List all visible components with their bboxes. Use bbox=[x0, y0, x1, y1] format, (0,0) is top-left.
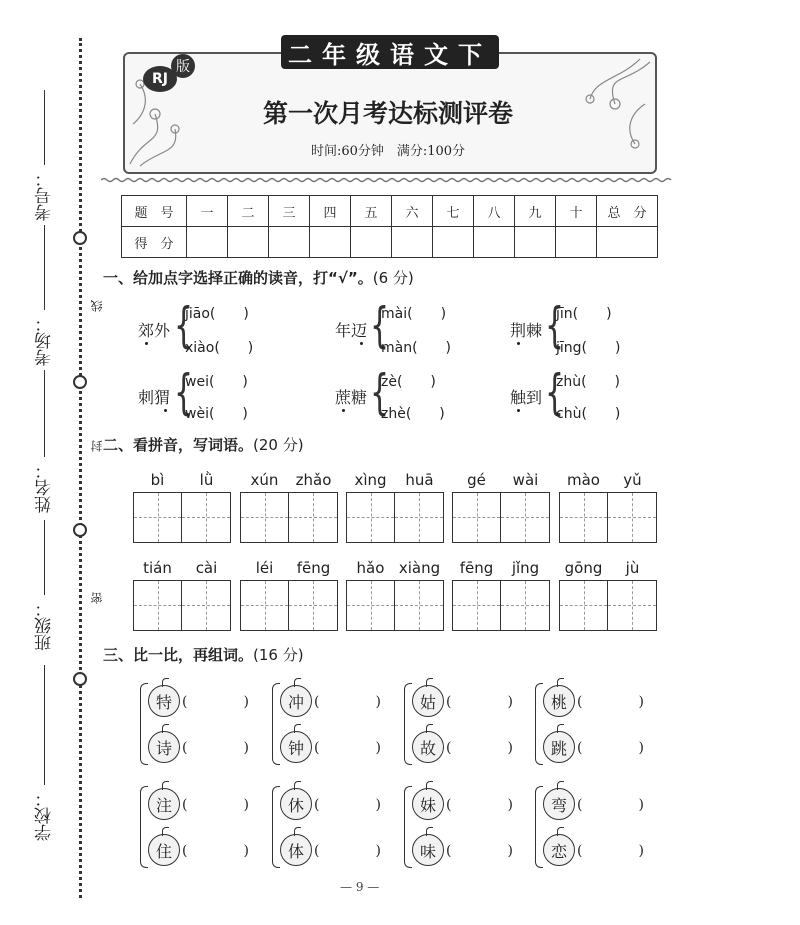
answer-blank[interactable]: ( ) bbox=[446, 740, 513, 756]
pair-bracket bbox=[272, 683, 280, 765]
answer-blank[interactable]: ( ) bbox=[446, 843, 513, 859]
binding-hole bbox=[73, 231, 87, 245]
column-header: 十 bbox=[556, 196, 597, 227]
pinyin-option[interactable]: wei( ) bbox=[185, 374, 248, 390]
edition-suffix: 版 bbox=[171, 54, 195, 78]
answer-blank[interactable]: ( ) bbox=[182, 797, 249, 813]
score-cell[interactable] bbox=[310, 227, 351, 258]
score-row bbox=[122, 227, 658, 258]
pinyin: gé bbox=[467, 471, 486, 489]
pinyin-option[interactable]: jīn( ) bbox=[556, 306, 612, 322]
pinyin-option[interactable]: màn( ) bbox=[381, 340, 452, 356]
pinyin: fēng bbox=[459, 559, 494, 577]
pinyin-option[interactable]: wèi( ) bbox=[185, 406, 248, 422]
pair-bracket bbox=[140, 786, 148, 868]
column-header: 六 bbox=[392, 196, 433, 227]
score-cell[interactable] bbox=[474, 227, 515, 258]
writing-grid[interactable] bbox=[346, 492, 444, 543]
pinyin: fēng bbox=[296, 559, 331, 577]
apple-char: 味 bbox=[412, 834, 444, 866]
pinyin: huā bbox=[405, 471, 434, 489]
score-cell[interactable] bbox=[515, 227, 556, 258]
section-1-heading bbox=[103, 267, 414, 288]
answer-blank[interactable]: ( ) bbox=[577, 694, 644, 710]
pinyin: xìng bbox=[354, 471, 387, 489]
exam-number-label: 考号： bbox=[35, 170, 55, 221]
writing-grid[interactable] bbox=[133, 580, 231, 631]
column-header-total: 总 分 bbox=[597, 196, 658, 227]
class-blank bbox=[44, 520, 45, 595]
apple-char: 特 bbox=[148, 685, 180, 717]
pair-bracket bbox=[535, 786, 543, 868]
writing-grid[interactable] bbox=[346, 580, 444, 631]
apple-char: 妹 bbox=[412, 788, 444, 820]
emphasis-dot bbox=[342, 409, 345, 412]
row-label: 题 号 bbox=[122, 196, 187, 227]
exam-room-label: 考场： bbox=[35, 315, 55, 366]
score-cell[interactable] bbox=[269, 227, 310, 258]
pinyin-word: 刺猬 bbox=[138, 388, 171, 407]
column-header: 八 bbox=[474, 196, 515, 227]
score-cell[interactable] bbox=[351, 227, 392, 258]
answer-blank[interactable]: ( ) bbox=[182, 843, 249, 859]
apple-char: 体 bbox=[280, 834, 312, 866]
total-score-cell[interactable] bbox=[597, 227, 658, 258]
column-header: 二 bbox=[228, 196, 269, 227]
binding-dotted-line bbox=[79, 38, 82, 898]
section-1-title: 一、给加点字选择正确的读音，打“√”。 bbox=[103, 269, 373, 287]
column-header: 七 bbox=[433, 196, 474, 227]
pinyin: bì bbox=[150, 471, 165, 489]
brace: { bbox=[174, 365, 194, 422]
pinyin: jù bbox=[625, 559, 640, 577]
pinyin: yǔ bbox=[623, 471, 642, 489]
score-cell[interactable] bbox=[433, 227, 474, 258]
edition-badge: RJ bbox=[143, 66, 177, 92]
pinyin-option[interactable]: zhù( ) bbox=[556, 374, 621, 390]
apple-char: 钟 bbox=[280, 731, 312, 763]
answer-blank[interactable]: ( ) bbox=[314, 740, 381, 756]
column-header: 五 bbox=[351, 196, 392, 227]
grade-subject-tag: 二年级语文下 bbox=[281, 35, 499, 69]
exam-info: 时间:60分钟 满分:100分 bbox=[310, 144, 466, 159]
pair-bracket bbox=[404, 786, 412, 868]
brace: { bbox=[545, 298, 565, 355]
writing-grid[interactable] bbox=[133, 492, 231, 543]
class-label: 班级： bbox=[35, 600, 55, 651]
brace: { bbox=[545, 365, 565, 422]
emphasis-dot bbox=[517, 409, 520, 412]
apple-char: 诗 bbox=[148, 731, 180, 763]
column-header: 三 bbox=[269, 196, 310, 227]
brace: { bbox=[370, 298, 390, 355]
page-title: 第一次月考达标测评卷 bbox=[262, 99, 513, 128]
writing-grid[interactable] bbox=[240, 492, 338, 543]
apple-char: 住 bbox=[148, 834, 180, 866]
pinyin-word: 触到 bbox=[510, 388, 543, 407]
section-2-title: 二、看拼音，写词语。 bbox=[103, 436, 254, 454]
answer-blank[interactable]: ( ) bbox=[577, 740, 644, 756]
school-blank bbox=[44, 665, 45, 785]
apple-char: 冲 bbox=[280, 685, 312, 717]
writing-grid[interactable] bbox=[452, 492, 550, 543]
pinyin: lǜ bbox=[199, 471, 214, 489]
pinyin-word: 荆棘 bbox=[510, 321, 543, 340]
writing-grid[interactable] bbox=[559, 580, 657, 631]
pinyin: léi bbox=[255, 559, 274, 577]
pair-bracket bbox=[535, 683, 543, 765]
apple-char: 休 bbox=[280, 788, 312, 820]
writing-grid[interactable] bbox=[240, 580, 338, 631]
score-cell[interactable] bbox=[187, 227, 228, 258]
pinyin: xiàng bbox=[398, 559, 441, 577]
pinyin-option[interactable]: jīng( ) bbox=[556, 340, 621, 356]
question-number-row bbox=[122, 196, 658, 227]
answer-blank[interactable]: ( ) bbox=[577, 797, 644, 813]
page-number: — 9 — bbox=[340, 880, 380, 894]
apple-char: 姑 bbox=[412, 685, 444, 717]
emphasis-dot bbox=[360, 342, 363, 345]
answer-blank[interactable]: ( ) bbox=[577, 843, 644, 859]
pair-bracket bbox=[404, 683, 412, 765]
binding-mark-line: 线 bbox=[90, 300, 104, 312]
name-label: 姓名： bbox=[35, 462, 55, 513]
pinyin: cài bbox=[195, 559, 218, 577]
apple-char: 弯 bbox=[543, 788, 575, 820]
pinyin-word: 蔗糖 bbox=[335, 388, 368, 407]
name-blank bbox=[44, 370, 45, 457]
pinyin: xún bbox=[250, 471, 279, 489]
score-table bbox=[121, 195, 658, 258]
pinyin: hǎo bbox=[356, 559, 385, 577]
score-cell[interactable] bbox=[556, 227, 597, 258]
column-header: 四 bbox=[310, 196, 351, 227]
apple-char: 恋 bbox=[543, 834, 575, 866]
pinyin: tián bbox=[143, 559, 172, 577]
apple-char: 故 bbox=[412, 731, 444, 763]
section-3-heading bbox=[103, 644, 304, 665]
exam-room-blank bbox=[44, 225, 45, 310]
pinyin-option[interactable]: zè( ) bbox=[381, 374, 436, 390]
emphasis-dot bbox=[164, 409, 167, 412]
apple-char: 跳 bbox=[543, 731, 575, 763]
pinyin: jǐng bbox=[511, 559, 540, 577]
binding-hole bbox=[73, 672, 87, 686]
section-2-heading bbox=[103, 434, 304, 455]
pair-bracket bbox=[272, 786, 280, 868]
pinyin-option[interactable]: zhè( ) bbox=[381, 406, 445, 422]
wave-divider bbox=[101, 177, 675, 183]
row-label: 得 分 bbox=[122, 227, 187, 258]
pinyin-option[interactable]: mài( ) bbox=[381, 306, 447, 322]
score-cell[interactable] bbox=[392, 227, 433, 258]
brace: { bbox=[370, 365, 390, 422]
writing-grid[interactable] bbox=[452, 580, 550, 631]
emphasis-dot bbox=[145, 342, 148, 345]
apple-char: 桃 bbox=[543, 685, 575, 717]
pinyin: gōng bbox=[564, 559, 603, 577]
answer-blank[interactable]: ( ) bbox=[314, 797, 381, 813]
pinyin-option[interactable]: jiāo( ) bbox=[185, 306, 249, 322]
binding-hole bbox=[73, 523, 87, 537]
section-2-points: (20 分) bbox=[253, 436, 304, 454]
section-3-title: 三、比一比，再组词。 bbox=[103, 646, 254, 664]
exam-number-blank bbox=[44, 90, 45, 165]
pinyin-option[interactable]: xiào( ) bbox=[185, 340, 254, 356]
school-label: 学校： bbox=[35, 790, 55, 841]
pinyin: zhǎo bbox=[295, 471, 332, 489]
answer-blank[interactable]: ( ) bbox=[182, 740, 249, 756]
binding-mark-secret: 密 bbox=[90, 592, 104, 604]
binding-hole bbox=[73, 375, 87, 389]
brace: { bbox=[174, 298, 194, 355]
binding-mark-seal: 封 bbox=[90, 440, 104, 452]
writing-grid[interactable] bbox=[559, 492, 657, 543]
pinyin: mào bbox=[567, 471, 600, 489]
answer-blank[interactable]: ( ) bbox=[446, 797, 513, 813]
pinyin-word: 郊外 bbox=[138, 321, 171, 340]
answer-blank[interactable]: ( ) bbox=[314, 694, 381, 710]
score-cell[interactable] bbox=[228, 227, 269, 258]
pair-bracket bbox=[140, 683, 148, 765]
pinyin: wài bbox=[512, 471, 539, 489]
column-header: 九 bbox=[515, 196, 556, 227]
emphasis-dot bbox=[517, 342, 520, 345]
answer-blank[interactable]: ( ) bbox=[182, 694, 249, 710]
apple-char: 注 bbox=[148, 788, 180, 820]
answer-blank[interactable]: ( ) bbox=[446, 694, 513, 710]
pinyin-word: 年迈 bbox=[335, 321, 368, 340]
pinyin-option[interactable]: chù( ) bbox=[556, 406, 621, 422]
section-1-points: (6 分) bbox=[372, 269, 414, 287]
column-header: 一 bbox=[187, 196, 228, 227]
section-3-points: (16 分) bbox=[253, 646, 304, 664]
answer-blank[interactable]: ( ) bbox=[314, 843, 381, 859]
